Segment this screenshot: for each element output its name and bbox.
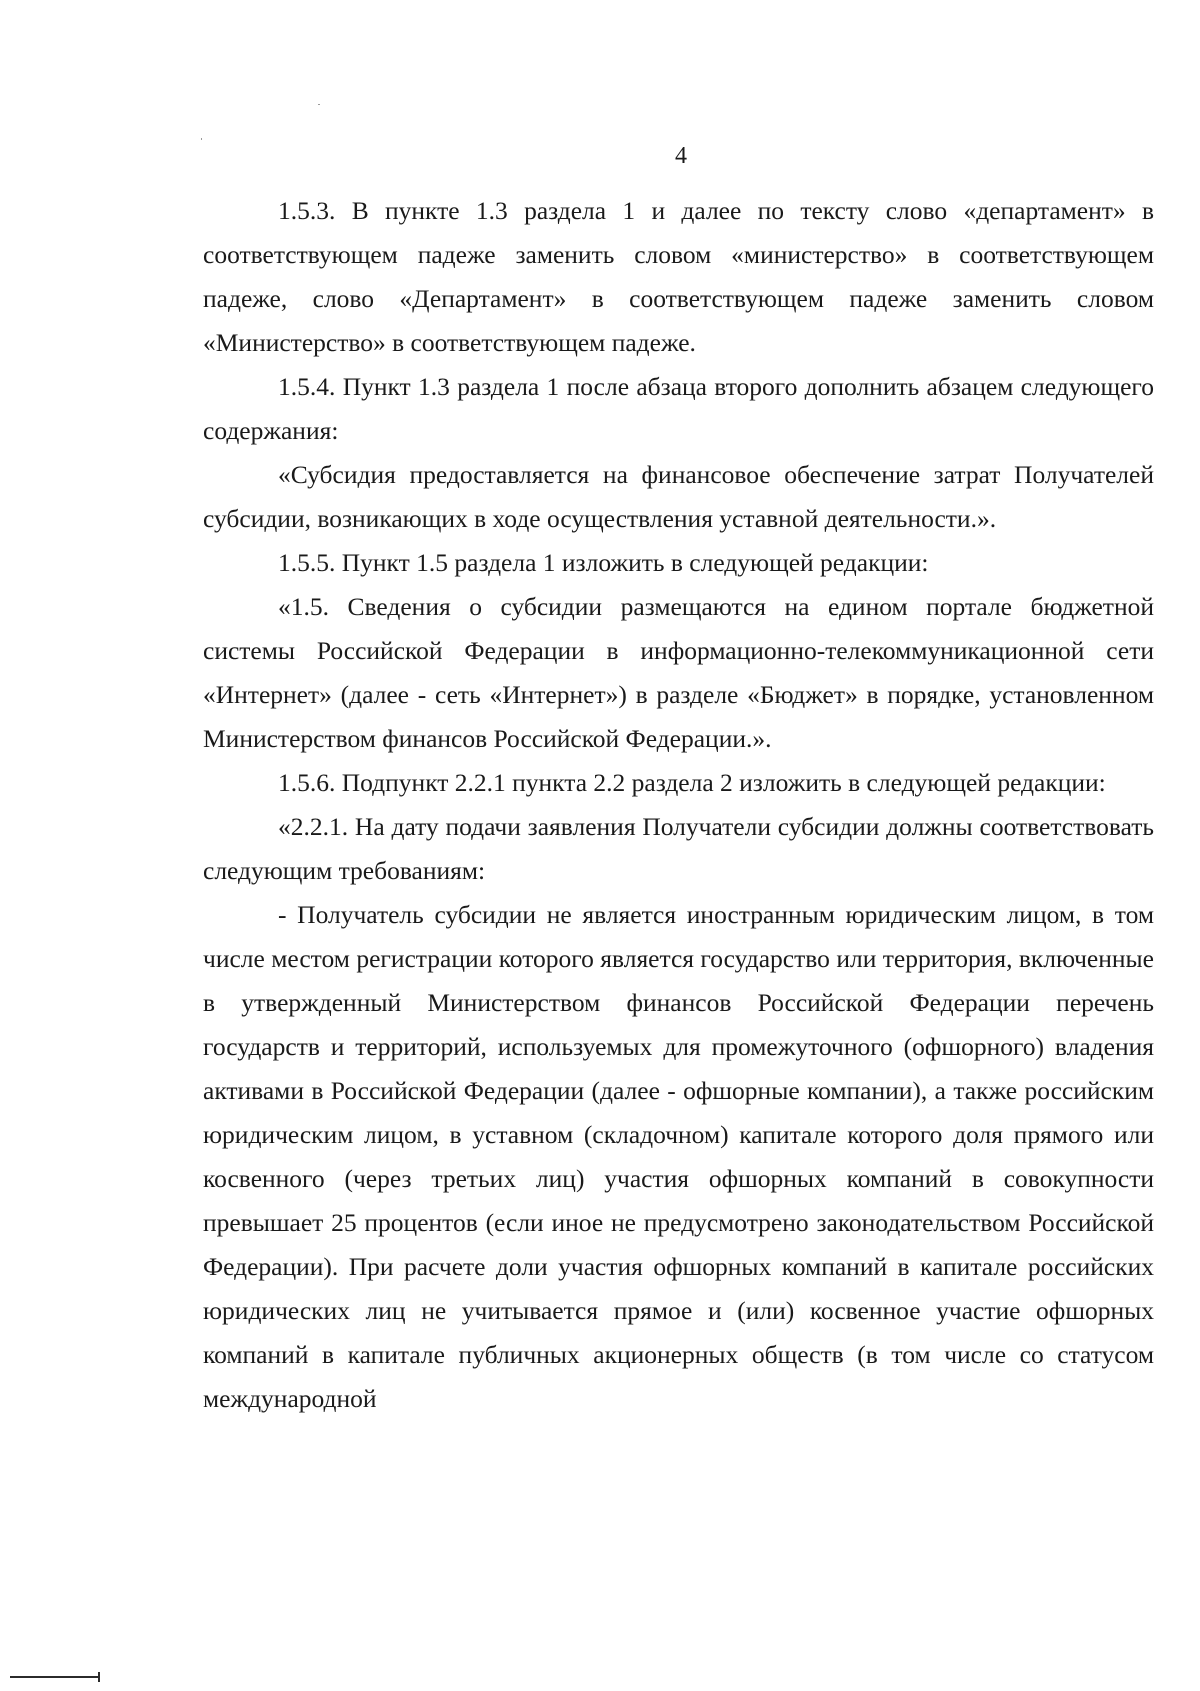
paragraph-1-5-5: 1.5.5. Пункт 1.5 раздела 1 изложить в следующей редакции: (278, 548, 929, 577)
paragraph-1-5-3: 1.5.3. В пункте 1.3 раздела 1 и далее по тексту слово «департамент» в соответствующем падеже заменить словом «министерство» в соответствующем падеже, слово «Департамент» в соответствующем падеже заменить словом «Министерство» в соответствующем падеже. (203, 196, 1154, 357)
paragraph-1-5-6: 1.5.6. Подпункт 2.2.1 пункта 2.2 раздела 2 изложить в следующей редакции: (278, 768, 1106, 797)
scan-edge-tick (98, 1672, 100, 1682)
page-number: 4 (675, 143, 687, 169)
requirement-list-item: - Получатель субсидии не является иностранным юридическим лицом, в том числе местом регистрации которого является государство или территория, включенные в утвержденный Министерством финансов Российской Федерации перечень государств и территорий, используемых для промежуточного (офшорного) владения активами в Российской Федерации (далее - офшорные компании), а также российским юридическим лицом, в уставном (складочном) капитале которого доля прямого или косвенного (через третьих лиц) участия офшорных компаний в совокупности превышает 25 процентов (если иное не предусмотрено законодательством Российской Федерации). При расчете доли участия офшорных компаний в капитале российских юридических лиц не учитывается прямое и (или) косвенное участие офшорных компаний в капитале публичных акционерных обществ (в том числе со статусом международной (203, 900, 1154, 1413)
scan-edge-line (10, 1676, 98, 1678)
scan-speck (201, 138, 202, 140)
quoted-paragraph-1-5: «1.5. Сведения о субсидии размещаются на едином портале бюджетной системы Российской Федерации в информационно-телекоммуникационной сети «Интернет» (далее - сеть «Интернет») в разделе «Бюджет» в порядке, установленном Министерством финансов Российской Федерации.». (203, 592, 1154, 753)
paragraph-1-5-4: 1.5.4. Пункт 1.3 раздела 1 после абзаца второго дополнить абзацем следующего содержания: (203, 372, 1154, 445)
quoted-paragraph-2-2-1: «2.2.1. На дату подачи заявления Получатели субсидии должны соответствовать следующим требованиям: (203, 812, 1154, 885)
scan-speck (318, 104, 320, 105)
document-body (203, 189, 1154, 1421)
quoted-paragraph-subsidy: «Субсидия предоставляется на финансовое обеспечение затрат Получателей субсидии, возникающих в ходе осуществления уставной деятельности.». (203, 460, 1154, 533)
